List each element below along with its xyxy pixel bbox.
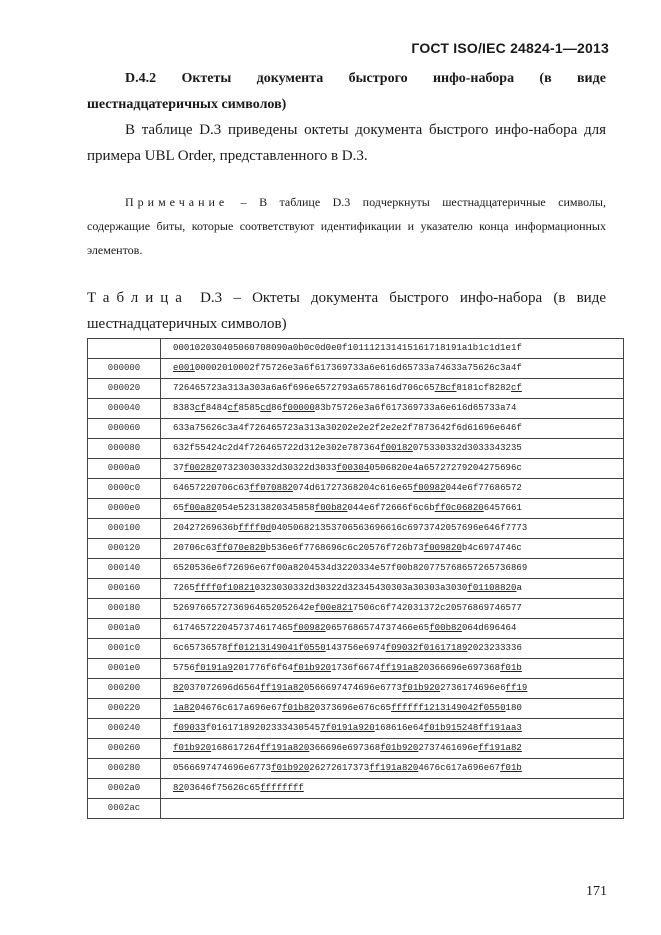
row-hex-octets: 20706c63ff070e820b536e6f7768696c6c20576f726b73f009820b4c6974746c	[161, 539, 624, 559]
section-title-word: виде	[576, 71, 606, 86]
table-title	[87, 285, 606, 337]
section-title-word: документа	[256, 71, 324, 86]
table-row	[88, 579, 624, 599]
table-row	[88, 439, 624, 459]
underlined-hex: f009820	[423, 543, 462, 553]
underlined-hex: e001	[173, 363, 195, 373]
underlined-hex: f09032	[385, 643, 419, 653]
row-address: 000100	[88, 519, 161, 539]
underlined-hex: cf	[510, 383, 522, 393]
underlined-hex: ff19	[505, 683, 528, 693]
underlined-hex: cf	[194, 403, 206, 413]
row-hex-octets: 65f00a82054e52313820345858f00b82044e6f72666f6c6bff0c068206457661	[161, 499, 624, 519]
row-address: 000220	[88, 699, 161, 719]
row-address: 000040	[88, 399, 161, 419]
row-hex-octets: 633a75626c3a4f726465723a313a30202e2e2f2e2e2f7873642f6d61696e646f	[161, 419, 624, 439]
row-address: 000000	[88, 359, 161, 379]
underlined-hex: f01b920	[401, 683, 441, 693]
document-header: ГОСТ ISO/IEC 24824-1—2013	[411, 40, 609, 56]
row-address: 000120	[88, 539, 161, 559]
underlined-hex: f0191a9	[194, 663, 233, 673]
underlined-hex: f01b920	[173, 743, 212, 753]
underlined-hex: f0550	[478, 703, 506, 713]
section-title-word: быстрого	[348, 71, 408, 86]
row-address: 0000e0	[88, 499, 161, 519]
row-address: 0002ac	[88, 799, 161, 819]
table-row	[88, 639, 624, 659]
row-address: 000260	[88, 739, 161, 759]
table-row	[88, 719, 624, 739]
underlined-hex: ff191a8	[380, 663, 419, 673]
table-row	[88, 559, 624, 579]
table-row	[88, 379, 624, 399]
underlined-hex: ff01213149041	[227, 643, 299, 653]
row-address: 0001a0	[88, 619, 161, 639]
row-address: 000180	[88, 599, 161, 619]
underlined-hex: f01b920	[380, 743, 419, 753]
underlined-hex: 82	[173, 683, 184, 693]
underlined-hex: f00282	[183, 463, 217, 473]
underlined-hex: f00b82	[429, 623, 462, 633]
underlined-hex: f01b920	[271, 763, 310, 773]
underlined-hex: 78cf	[434, 383, 457, 393]
row-hex-octets: e00100002010002f75726e3a6f617369733a6e616d65733a74633a75626c3a4f	[161, 359, 624, 379]
table-header-row	[88, 339, 624, 359]
table-row	[88, 679, 624, 699]
row-address: 000020	[88, 379, 161, 399]
underlined-hex: 82	[173, 783, 184, 793]
row-hex-octets: 632f55424c2d4f726465722d312e302e787364f00182075330332d3033343235	[161, 439, 624, 459]
underlined-hex: ffffff1213149042	[391, 703, 479, 713]
row-hex-octets: 20427269636bffff0d040506821353706563696616c6973742057696e646f7773	[161, 519, 624, 539]
row-address: 000280	[88, 759, 161, 779]
row-hex-octets: 8203646f75626c65ffffffff	[161, 779, 624, 799]
underlined-hex: f00982	[412, 483, 446, 493]
section-heading	[87, 66, 606, 118]
note-label: Примечание	[125, 195, 229, 209]
underlined-hex: f01b	[500, 763, 522, 773]
underlined-hex: f00182	[380, 443, 413, 453]
page-number: 171	[586, 884, 607, 899]
underlined-hex: ff191a820	[260, 743, 310, 753]
header-offsets-cell: 000102030405060708090a0b0c0d0e0f101112131415161718191a1b1c1d1e1f	[161, 339, 624, 359]
underlined-hex: f00b82	[314, 503, 348, 513]
hex-octet-table	[87, 338, 624, 819]
table-title-label: Таблица	[87, 290, 189, 306]
row-hex-octets: 7265ffff0f108210323030332d30322d32345430303a30303a3030f01108820a	[161, 579, 624, 599]
row-address: 000060	[88, 419, 161, 439]
row-hex-octets: 726465723a313a303a6a6f696e6572793a6578616d706c6578cf8181cf8282cf	[161, 379, 624, 399]
section-heading-line1	[87, 66, 606, 92]
intro-paragraph: В таблице D.3 приведены октеты документа быстрого инфо-набора для примера UBL Order, представленного в D.3.	[87, 122, 606, 164]
row-address: 000240	[88, 719, 161, 739]
table-row	[88, 759, 624, 779]
underlined-hex: cf	[227, 403, 239, 413]
underlined-hex: f00e821	[314, 603, 353, 613]
table-row	[88, 499, 624, 519]
row-hex-octets: 6174657220457374617465f009820657686574737466e65f00b82064d696464	[161, 619, 624, 639]
row-hex-octets: f01b920168617264ff191a820366696e697368f01b9202737461696eff191a82	[161, 739, 624, 759]
row-hex-octets: 37f0028207323030332d30322d3033f003040506820e4a65727279204275696c	[161, 459, 624, 479]
table-row	[88, 359, 624, 379]
row-hex-octets: 5269766572736964652052642ef00e8217506c6f742031372c20576869746577	[161, 599, 624, 619]
underlined-hex: cd	[260, 403, 272, 413]
underlined-hex: ff070e820	[216, 543, 266, 553]
row-address: 000160	[88, 579, 161, 599]
underlined-hex: ff191a820	[369, 763, 419, 773]
row-hex-octets: 8383cf8484cf8585cd86f0000083b75726e3a6f617369733a6e616d65733a74	[161, 399, 624, 419]
row-hex-octets: 64657220706c63ff070882074d61727368204c616e65f00982044e6f77686572	[161, 479, 624, 499]
table-row	[88, 619, 624, 639]
note-text: – В таблице D.3 подчеркнуты шестнадцатеричные символы, содержащие биты, которые соответствуют идентификации и указателю конца информационных элементов.	[87, 195, 606, 257]
underlined-hex: ff191a82	[260, 683, 304, 693]
underlined-hex: ff191aa3	[478, 723, 522, 733]
row-address: 0002a0	[88, 779, 161, 799]
table-row	[88, 459, 624, 479]
row-hex-octets: 82037072696d6564ff191a820566697474696e6773f01b9202736174696e6ff19	[161, 679, 624, 699]
row-hex-octets: 0566697474696e6773f01b92026272617373ff191a8204676c617a696e67f01b	[161, 759, 624, 779]
underlined-hex: f01b920	[292, 663, 332, 673]
underlined-hex: ff191a82	[478, 743, 522, 753]
underlined-hex: f0550	[298, 643, 326, 653]
row-hex-octets: 1a8204676c617a696e67f01b820373696e676c65ffffff1213149042f0550180	[161, 699, 624, 719]
row-hex-octets: 5756f0191a9201776f6f64f01b9201736f6674ff191a820366696e697368f01b	[161, 659, 624, 679]
underlined-hex: f01b82	[282, 703, 315, 713]
row-address: 000080	[88, 439, 161, 459]
underlined-hex: f01b915248	[423, 723, 479, 733]
section-heading-line2: шестнадцатеричных символов)	[87, 97, 287, 112]
row-hex-octets: 6c65736578ff01213149041f0550143756e6974f09032f016171892023233336	[161, 639, 624, 659]
underlined-hex: f00982	[292, 623, 326, 633]
row-hex-octets: f09033f016171892023334305457f0191a920168616e64f01b915248ff191aa3	[161, 719, 624, 739]
table-row	[88, 699, 624, 719]
section-title-word: Октеты	[181, 71, 232, 86]
underlined-hex: 7f0191a920	[320, 723, 375, 733]
header-corner-cell	[88, 339, 161, 359]
table-row	[88, 659, 624, 679]
table-row	[88, 419, 624, 439]
table-row	[88, 779, 624, 799]
section-title-word: (в	[539, 71, 552, 86]
row-address: 0000a0	[88, 459, 161, 479]
table-title-text: D.3 – Октеты документа быстрого инфо-набора (в виде шестнадцатеричных символов)	[87, 290, 606, 332]
row-hex-octets	[161, 799, 624, 819]
section-number: D.4.2	[125, 71, 157, 86]
underlined-hex: f01617189	[418, 643, 468, 653]
underlined-hex: ffff0d	[238, 523, 272, 533]
note-paragraph	[87, 190, 606, 262]
underlined-hex: f01b	[500, 663, 522, 673]
row-address: 000140	[88, 559, 161, 579]
underlined-hex: f00000	[282, 403, 315, 413]
table-row	[88, 519, 624, 539]
underlined-hex: f09033	[173, 723, 206, 733]
underlined-hex: ff0c06820	[434, 503, 484, 513]
row-address: 000200	[88, 679, 161, 699]
underlined-hex: f01108820	[467, 583, 517, 593]
underlined-hex: f00304	[336, 463, 370, 473]
table-row	[88, 479, 624, 499]
underlined-hex: ff070882	[249, 483, 293, 493]
table-row	[88, 739, 624, 759]
section-title-word: инфо-набора	[432, 71, 515, 86]
underlined-hex: ffff0f10821	[194, 583, 255, 593]
table-row	[88, 799, 624, 819]
row-address: 0001c0	[88, 639, 161, 659]
row-hex-octets: 6520536e6f72696e67f00a8204534d3220334e57f00b820775768657265736869	[161, 559, 624, 579]
table-row	[88, 399, 624, 419]
table-row	[88, 599, 624, 619]
row-address: 0001e0	[88, 659, 161, 679]
underlined-hex: f00a82	[183, 503, 217, 513]
row-address: 0000c0	[88, 479, 161, 499]
underlined-hex: ffffffff	[260, 783, 304, 793]
underlined-hex: 1a82	[173, 703, 195, 713]
table-row	[88, 539, 624, 559]
